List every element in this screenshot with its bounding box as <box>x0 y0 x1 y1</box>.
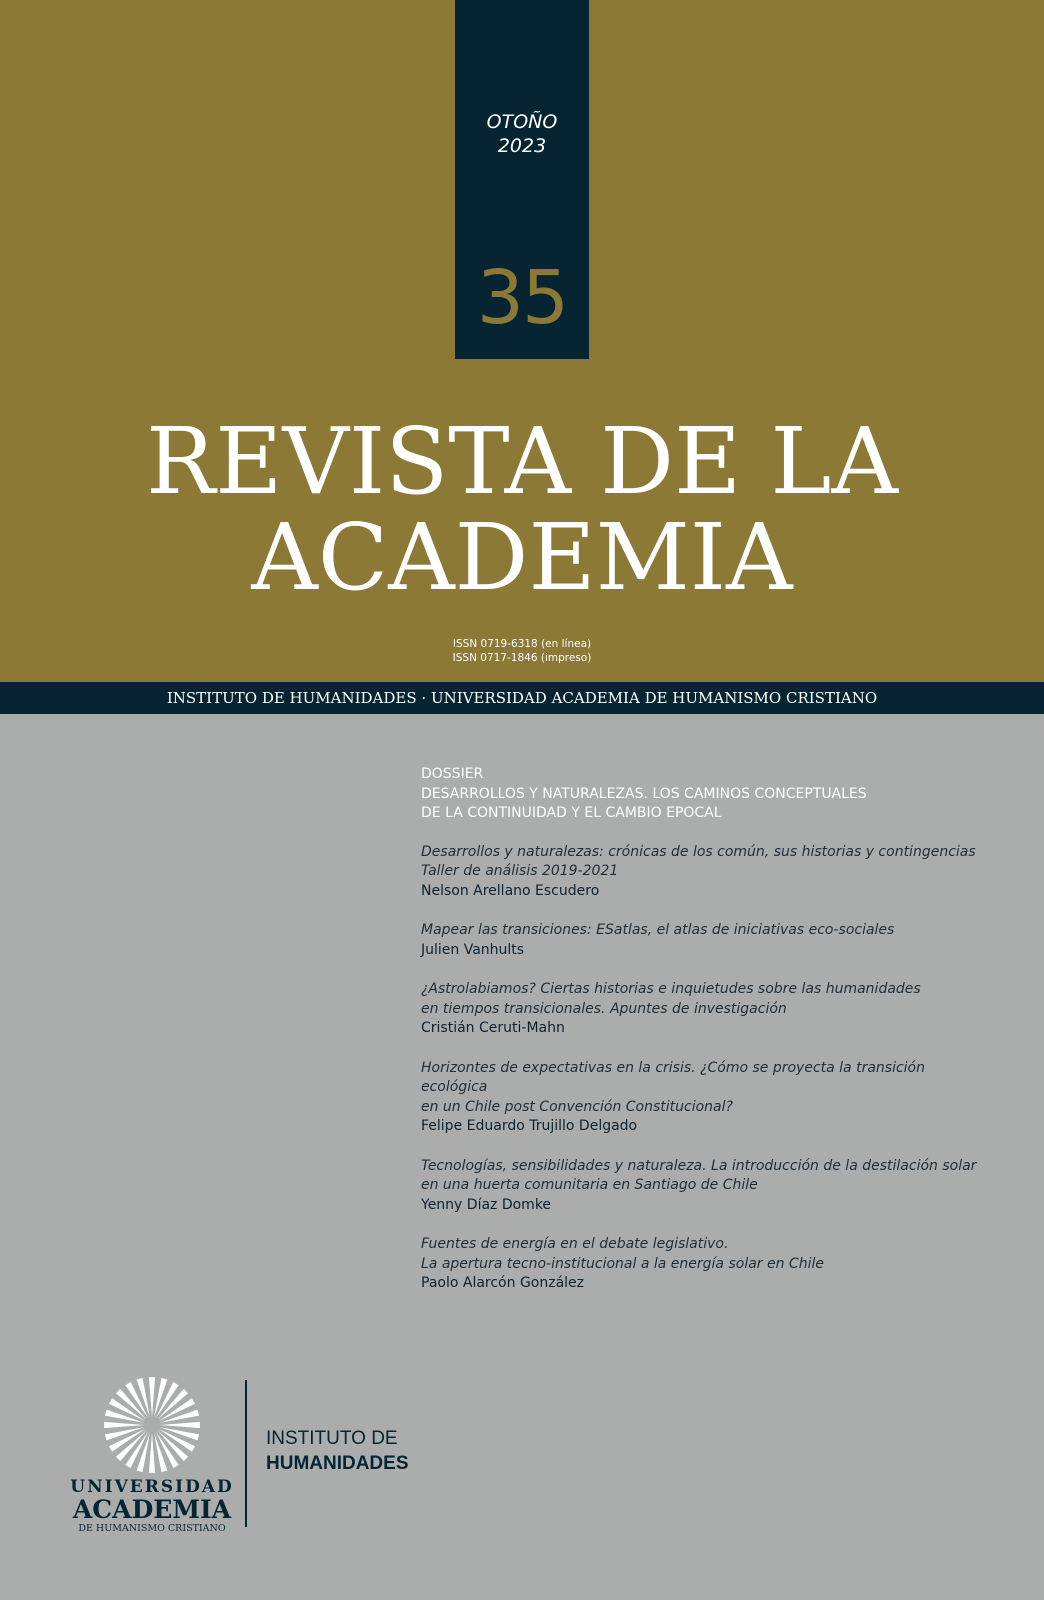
article-title: Fuentes de energía en el debate legislativo. La apertura tecno-institucional a la energía solar en Chile <box>421 1236 824 1272</box>
sunburst-ray <box>160 1422 200 1428</box>
article-author: Yenny Díaz Domke <box>421 1196 552 1213</box>
article-author: Felipe Eduardo Trujillo Delgado <box>421 1118 638 1134</box>
institute-line2: HUMANIDADES <box>266 1453 409 1474</box>
dossier-label: DOSSIER <box>421 766 484 782</box>
article-author: Nelson Arellano Escudero <box>421 882 600 899</box>
university-line2: ACADEMIA <box>72 1495 232 1524</box>
article-author: Cristián Ceruti-Mahn <box>421 1020 565 1036</box>
issue-box <box>455 0 589 359</box>
journal-title-line2: ACADEMIA <box>251 504 793 611</box>
article-entry <box>421 921 981 960</box>
article-entry <box>421 1059 981 1137</box>
article-author: Julien Vanhults <box>421 941 525 958</box>
article-title: Horizontes de expectativas en la crisis. ¿Cómo se proyecta la transición ecológica en un Chile post Convención Constitucional? <box>421 1059 925 1115</box>
dossier-title-line2: DE LA CONTINUIDAD Y EL CAMBIO EPOCAL <box>421 805 722 821</box>
institute-line1: INSTITUTO DE <box>266 1428 398 1449</box>
article-title: ¿Astrolabiamos? Ciertas historias e inquietudes sobre las humanidades en tiempos transicionales. Apuntes de investigación <box>421 981 921 1017</box>
season-label: OTOÑO <box>486 111 558 133</box>
dossier-title-line1: DESARROLLOS Y NATURALEZAS. LOS CAMINOS CONCEPTUALES <box>421 785 867 802</box>
journal-title-line1: REVISTA DE LA <box>146 408 898 515</box>
article-entry <box>421 843 981 902</box>
institution-band: INSTITUTO DE HUMANIDADES · UNIVERSIDAD ACADEMIA DE HUMANISMO CRISTIANO <box>0 682 1044 714</box>
issn-block <box>0 637 1044 665</box>
issn-online: ISSN 0719-6318 (en línea) <box>452 638 592 650</box>
cover-top-panel <box>0 0 1044 682</box>
issue-season <box>455 110 589 158</box>
article-author: Paolo Alarcón González <box>421 1275 585 1291</box>
article-entry <box>421 1235 981 1294</box>
journal-title <box>0 408 1044 611</box>
article-entry <box>421 980 981 1039</box>
issn-print: ISSN 0717-1846 (impreso) <box>452 652 592 664</box>
issue-number: 35 <box>476 255 568 341</box>
dossier-heading <box>421 765 981 824</box>
season-year: 2023 <box>497 135 547 157</box>
sunburst-ray <box>149 1377 155 1417</box>
article-title: Mapear las transiciones: ESatlas, el atlas de iniciativas eco-sociales <box>421 922 895 938</box>
table-of-contents <box>421 765 981 1314</box>
article-title: Desarrollos y naturalezas: crónicas de los común, sus historias y contingencias Taller de análisis 2019-2021 <box>421 843 976 879</box>
article-entry <box>421 1157 981 1216</box>
university-logo-text <box>60 1477 244 1535</box>
institute-logo-text <box>266 1426 409 1476</box>
sunburst-icon <box>102 1375 202 1475</box>
university-line1: UNIVERSIDAD <box>70 1477 234 1497</box>
article-title: Tecnologías, sensibilidades y naturaleza. La introducción de la destilación solar en una huerta comunitaria en Santiago de Chile <box>421 1157 977 1193</box>
university-line3: DE HUMANISMO CRISTIANO <box>78 1523 226 1534</box>
logo-divider <box>245 1380 247 1527</box>
sunburst-ray <box>104 1422 144 1428</box>
sunburst-ray <box>149 1433 155 1473</box>
